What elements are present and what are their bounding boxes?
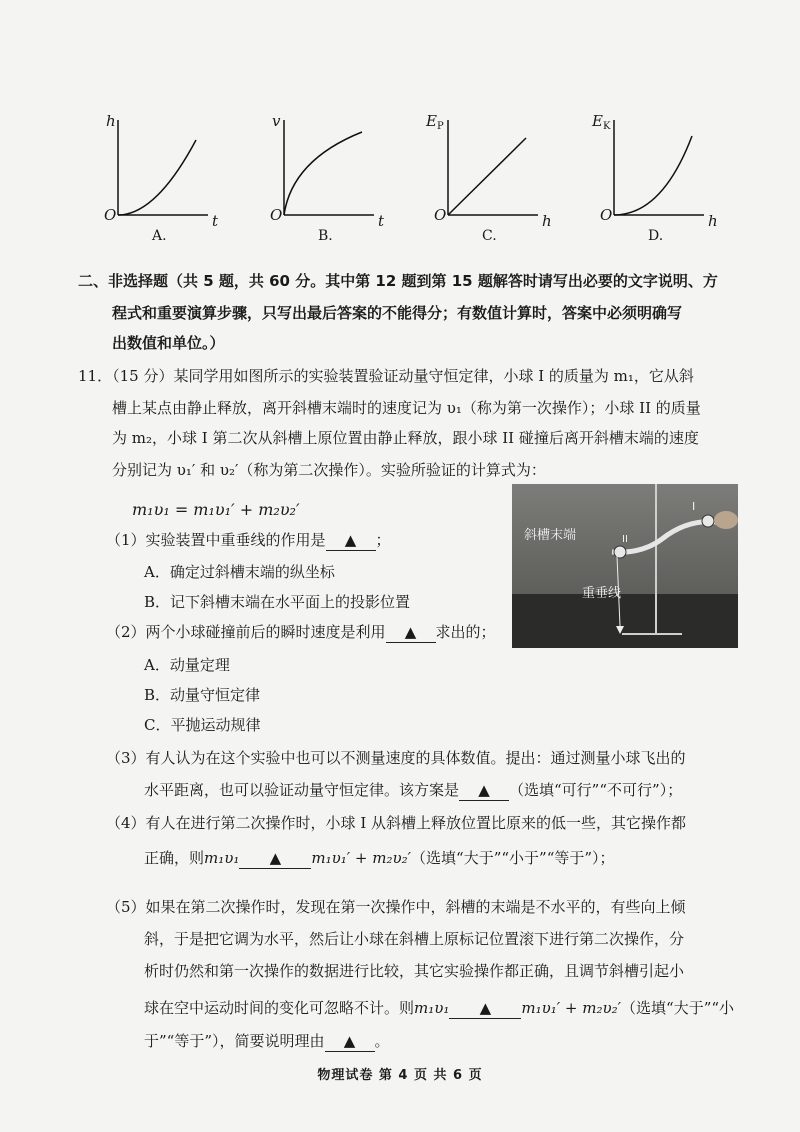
graph-b-origin: O [270, 206, 283, 224]
apparatus-drawing [512, 484, 738, 648]
graph-c-y-label: $E_P$ [426, 112, 444, 132]
answer-blank-1[interactable]: ▲ [326, 530, 376, 551]
q11-part5-line5: 于”“等于”），简要说明理由 ▲ 。 [144, 1032, 390, 1050]
q11-number: 11． [78, 367, 113, 385]
graph-a-y-label: h [106, 112, 116, 130]
q11-part5-line3: 析时仍然和第一次操作的数据进行比较，其它实验操作都正确，且调节斜槽引起小 [144, 962, 685, 980]
q11-part3-line1: （3）有人认为在这个实验中也可以不测量速度的具体数值。提出：通过测量小球飞出的 [106, 749, 686, 767]
graph-d [592, 110, 718, 250]
graph-d-x-label: h [708, 212, 718, 230]
graph-d-option: D. [648, 228, 664, 244]
q11-part4-line1: （4）有人在进行第二次操作时，小球 I 从斜槽上释放位置比原来的低一些，其它操作都 [106, 814, 687, 832]
experiment-photo [512, 484, 738, 648]
label-ball-2: II [622, 534, 628, 545]
graph-a [96, 110, 219, 250]
graph-c-option: C. [482, 228, 497, 244]
q11-part2-option-a: A．动量定理 [144, 656, 230, 674]
graph-d-origin: O [600, 206, 613, 224]
graph-a-option: A. [152, 228, 167, 244]
answer-blank-4[interactable]: ▲ [239, 848, 311, 869]
graph-c-plot [426, 110, 546, 220]
answer-blank-3[interactable]: ▲ [459, 780, 509, 801]
q11-part5-line2: 斜，于是把它调为水平，然后让小球在斜槽上原标记位置滚下进行第二次操作，分 [144, 930, 685, 948]
graph-a-x-label: t [212, 212, 219, 230]
q11-part5-line1: （5）如果在第二次操作时，发现在第一次操作中，斜槽的末端是不水平的，有些向上倾 [106, 898, 686, 916]
label-plumb-line: 重垂线 [582, 586, 622, 601]
q11-intro1: （15 分）某同学用如图所示的实验装置验证动量守恒定律，小球 I 的质量为 m₁，它从斜 [112, 367, 694, 385]
section2-line2: 程式和重要演算步骤，只写出最后答案的不能得分；有数值计算时，答案中必须明确写 [112, 304, 683, 322]
graph-c-origin: O [434, 206, 447, 224]
q11-part5-line4: 球在空中运动时间的变化可忽略不计。则m₁υ₁ ▲ m₁υ₁′ + m₂υ₂′（选填“大于”“小 [144, 999, 735, 1017]
answer-blank-2[interactable]: ▲ [386, 622, 436, 643]
graph-b-x-label: t [378, 212, 385, 230]
graph-a-origin: O [104, 206, 117, 224]
option-graphs [96, 110, 716, 250]
q11-part1-option-b: B．记下斜槽末端在水平面上的投影位置 [144, 593, 411, 611]
q11-part1-option-a: A．确定过斜槽末端的纵坐标 [144, 563, 335, 581]
label-chute-end: 斜槽末端 [524, 528, 577, 543]
graph-d-y-label: $E_K$ [592, 112, 611, 132]
graph-b [262, 110, 385, 250]
q11-formula: m₁υ₁ = m₁υ₁′ + m₂υ₂′ [132, 500, 300, 519]
graph-c [426, 110, 552, 250]
section2-line1: 二、非选择题（共 5 题，共 60 分。其中第 12 题到第 15 题解答时请写出必要的文字说明、方 [78, 272, 718, 290]
answer-blank-5[interactable]: ▲ [449, 998, 521, 1019]
q11-part1: （1）实验装置中重垂线的作用是 ▲ ； [106, 531, 391, 549]
section2-line3: 出数值和单位。） [112, 334, 225, 352]
graph-b-option: B. [318, 228, 333, 244]
q11-intro-line1 [78, 366, 694, 386]
q11-part2: （2）两个小球碰撞前后的瞬时速度是利用 ▲ 求出的； [106, 623, 496, 641]
q11-intro-line2: 槽上某点由静止释放，离开斜槽末端时的速度记为 υ₁（称为第一次操作）；小球 II 的质量 [112, 399, 701, 417]
q11-part3-line2: 水平距离，也可以验证动量守恒定律。该方案是 ▲ （选填“可行”“不可行”）； [144, 781, 683, 799]
q11-intro-line4: 分别记为 υ₁′ 和 υ₂′（称为第二次操作）。实验所验证的计算式为： [112, 461, 546, 479]
page-footer: 物理试卷 第 4 页 共 6 页 [317, 1068, 483, 1083]
graph-b-y-label: v [272, 112, 281, 130]
answer-blank-6[interactable]: ▲ [325, 1031, 375, 1052]
graph-c-x-label: h [542, 212, 552, 230]
q11-part2-option-c: C．平抛运动规律 [144, 716, 261, 734]
q11-intro-line3: 为 m₂，小球 I 第二次从斜槽上原位置由静止释放，跟小球 II 碰撞后离开斜槽末端的速度 [112, 429, 699, 447]
label-ball-1: I [692, 500, 696, 513]
q11-part2-option-b: B．动量守恒定律 [144, 686, 261, 704]
q11-part4-line2: 正确，则m₁υ₁ ▲ m₁υ₁′ + m₂υ₂′（选填“大于”“小于”“等于”）； [144, 849, 615, 867]
